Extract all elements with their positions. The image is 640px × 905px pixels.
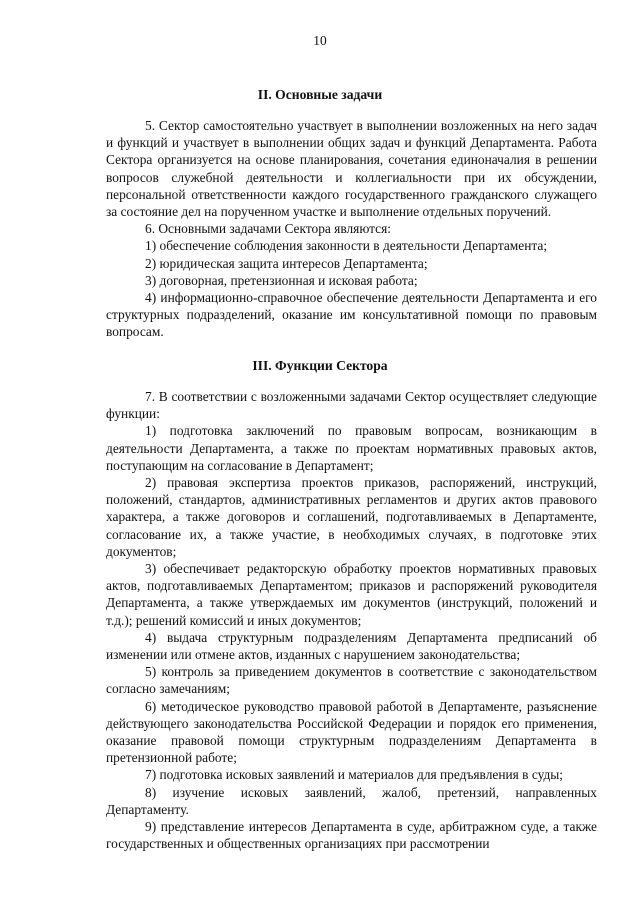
task-item-3: 3) договорная, претензионная и исковая работа;: [145, 272, 418, 288]
function-item-8: 8) изучение исковых заявлений, жалоб, претензий, направленных Департаменту.: [106, 784, 597, 817]
paragraph-5: 5. Сектор самостоятельно участвует в выполнении возложенных на него задач и функций и участвует в выполнении общих задач и функций Департамента. Работа Сектора организуется на основе планирования, сочетания единоначалия в решении вопросов служебной деятельности и коллегиальности при их обсуждении, персональной ответственности каждого государственного гражданского служащего за состояние дел на порученном участке и выполнение отдельных поручений.: [106, 118, 597, 220]
section-2-body: [106, 117, 597, 341]
task-item-1: 1) обеспечение соблюдения законности в деятельности Департамента;: [145, 238, 548, 254]
function-item-6: 6) методическое руководство правовой работой в Департаменте, разъяснение действующего законодательства Российской Федерации и порядок его применения, оказание правовой помощи структурным подразделениям Департамента в претензионной работе;: [106, 698, 597, 766]
section-3-heading: III. Функции Сектора: [252, 358, 388, 373]
task-item-4: 4) информационно-справочное обеспечение деятельности Департамента и его структурных подразделений, оказание им консультативной помощи по правовым вопросам.: [106, 290, 597, 340]
function-item-3: 3) обеспечивает редакторскую обработку проектов нормативных правовых актов, подготавливаемых Департаментом; приказов и распоряжений руководителя Департамента, а также утверждаемых им документов (инструкций, положений и т.д.); решений комиссий и иных документов;: [106, 561, 597, 628]
function-item-4: 4) выдача структурным подразделениям Департамента предписаний об изменении или отмене актов, изданных с нарушением законодательства;: [106, 629, 597, 663]
function-item-5: 5) контроль за приведением документов в соответствие с законодательством согласно замечаниям;: [106, 664, 597, 697]
section-3-body: [106, 388, 597, 852]
function-item-2: 2) правовая экспертиза проектов приказов, распоряжений, инструкций, положений, стандартов, административных регламентов и других актов правового характера, а также договоров и соглашений, подготавливаемых в Департаменте, согласование их, а также участие, в необходимых случаях, в подготовке этих документов;: [106, 475, 597, 559]
function-item-1: 1) подготовка заключений по правовым вопросам, возникающим в деятельности Департамента, а также по проектам нормативных правовых актов, поступающим на согласование в Департамент;: [106, 423, 597, 473]
paragraph-6: 6. Основными задачами Сектора являются:: [145, 221, 391, 237]
page-number: 10: [313, 33, 327, 48]
section-2-heading: II. Основные задачи: [257, 87, 383, 102]
task-item-2: 2) юридическая защита интересов Департамента;: [145, 255, 428, 271]
function-item-9: 9) представление интересов Департамента в суде, арбитражном суде, а также государственных и общественных организациях при рассмотрении: [106, 819, 597, 852]
function-item-7: 7) подготовка исковых заявлений и материалов для предъявления в суды;: [145, 767, 563, 783]
paragraph-7: 7. В соответствии с возложенными задачами Сектор осуществляет следующие функции:: [106, 389, 597, 422]
